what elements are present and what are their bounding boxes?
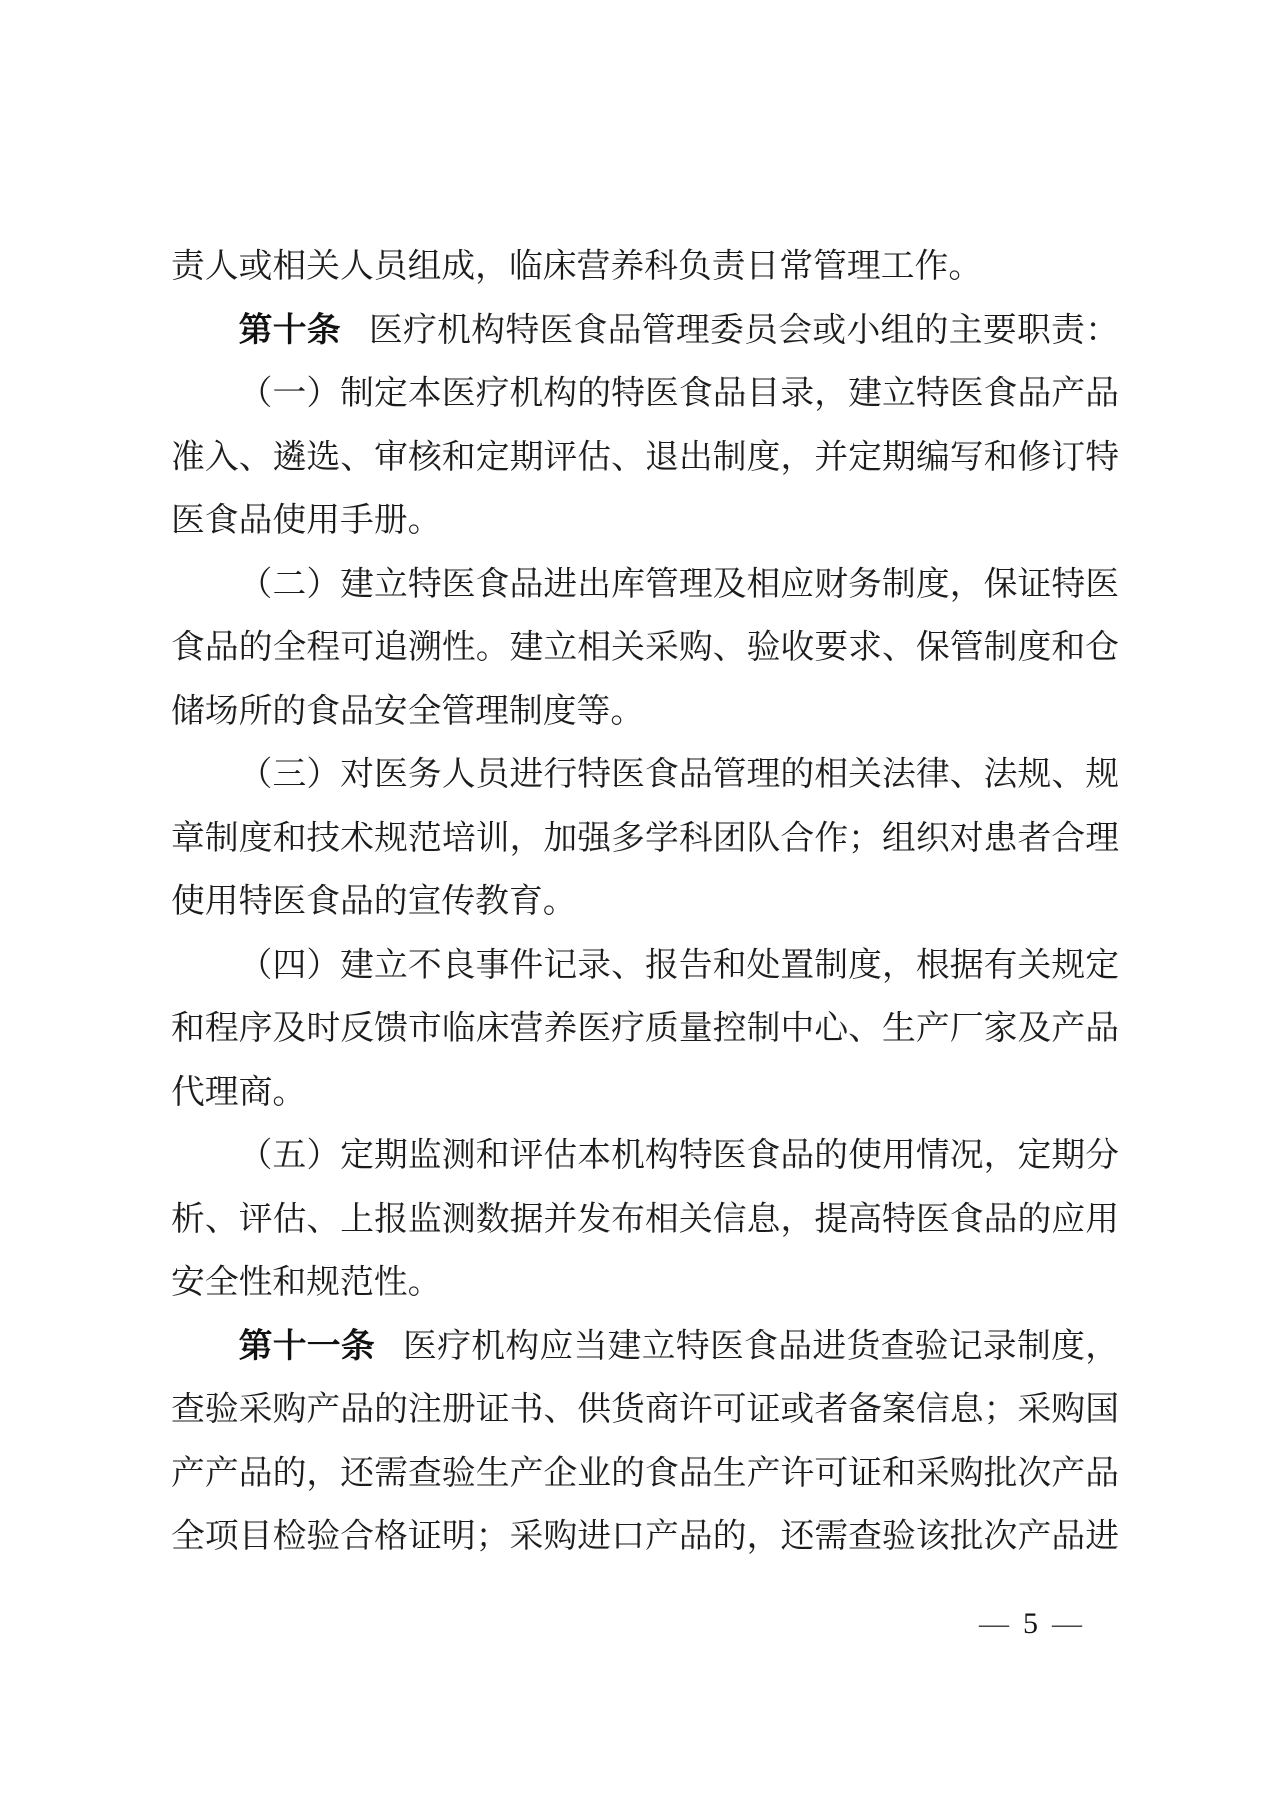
page-number xyxy=(979,1604,1082,1644)
body-line: 产产品的，还需查验生产企业的食品生产许可证和采购批次产品 xyxy=(171,1454,1119,1492)
body-line: （二）建立特医食品进出库管理及相应财务制度，保证特医 xyxy=(238,565,1119,603)
article-heading-text: 医疗机构应当建立特医食品进货查验记录制度， xyxy=(403,1327,1119,1365)
body-line: 食品的全程可追溯性。建立相关采购、验收要求、保管制度和仓 xyxy=(171,629,1119,666)
article-number: 第十条 xyxy=(238,310,341,349)
article-heading-line xyxy=(171,299,1119,363)
body-line: 和程序及时反馈市临床营养医疗质量控制中心、生产厂家及产品 xyxy=(171,1010,1119,1047)
page-number-left-dash: — xyxy=(979,1607,1009,1640)
body-line: 查验采购产品的注册证书、供货商许可证或者备案信息；采购国 xyxy=(171,1391,1119,1428)
article-heading-text: 医疗机构特医食品管理委员会或小组的主要职责： xyxy=(368,311,1119,349)
body-line: 代理商。 xyxy=(171,1073,307,1111)
body-line: （一）制定本医疗机构的特医食品目录，建立特医食品产品 xyxy=(238,375,1119,412)
article-number: 第十一条 xyxy=(238,1326,376,1365)
page-number-right-dash: — xyxy=(1052,1607,1082,1640)
body-line: （三）对医务人员进行特医食品管理的相关法律、法规、规 xyxy=(238,756,1119,793)
body-line: 使用特医食品的宣传教育。 xyxy=(171,883,577,920)
document-text-block xyxy=(171,235,1119,1569)
article-heading-line xyxy=(171,1315,1119,1379)
body-line: 全项目检验合格证明；采购进口产品的，还需查验该批次产品进 xyxy=(171,1518,1119,1555)
page-number-value: 5 xyxy=(1023,1607,1038,1640)
body-line: （四）建立不良事件记录、报告和处置制度，根据有关规定 xyxy=(238,946,1119,984)
body-line: 析、评估、上报监测数据并发布相关信息，提高特医食品的应用 xyxy=(171,1200,1119,1238)
body-line: 章制度和技术规范培训，加强多学科团队合作；组织对患者合理 xyxy=(171,819,1119,857)
body-line: 储场所的食品安全管理制度等。 xyxy=(171,692,645,730)
body-line: 责人或相关人员组成，临床营养科负责日常管理工作。 xyxy=(171,248,983,285)
body-line: （五）定期监测和评估本机构特医食品的使用情况，定期分 xyxy=(238,1137,1119,1174)
body-line: 医食品使用手册。 xyxy=(171,502,442,539)
body-line: 准入、遴选、审核和定期评估、退出制度，并定期编写和修订特 xyxy=(171,438,1119,476)
body-line: 安全性和规范性。 xyxy=(171,1264,442,1301)
